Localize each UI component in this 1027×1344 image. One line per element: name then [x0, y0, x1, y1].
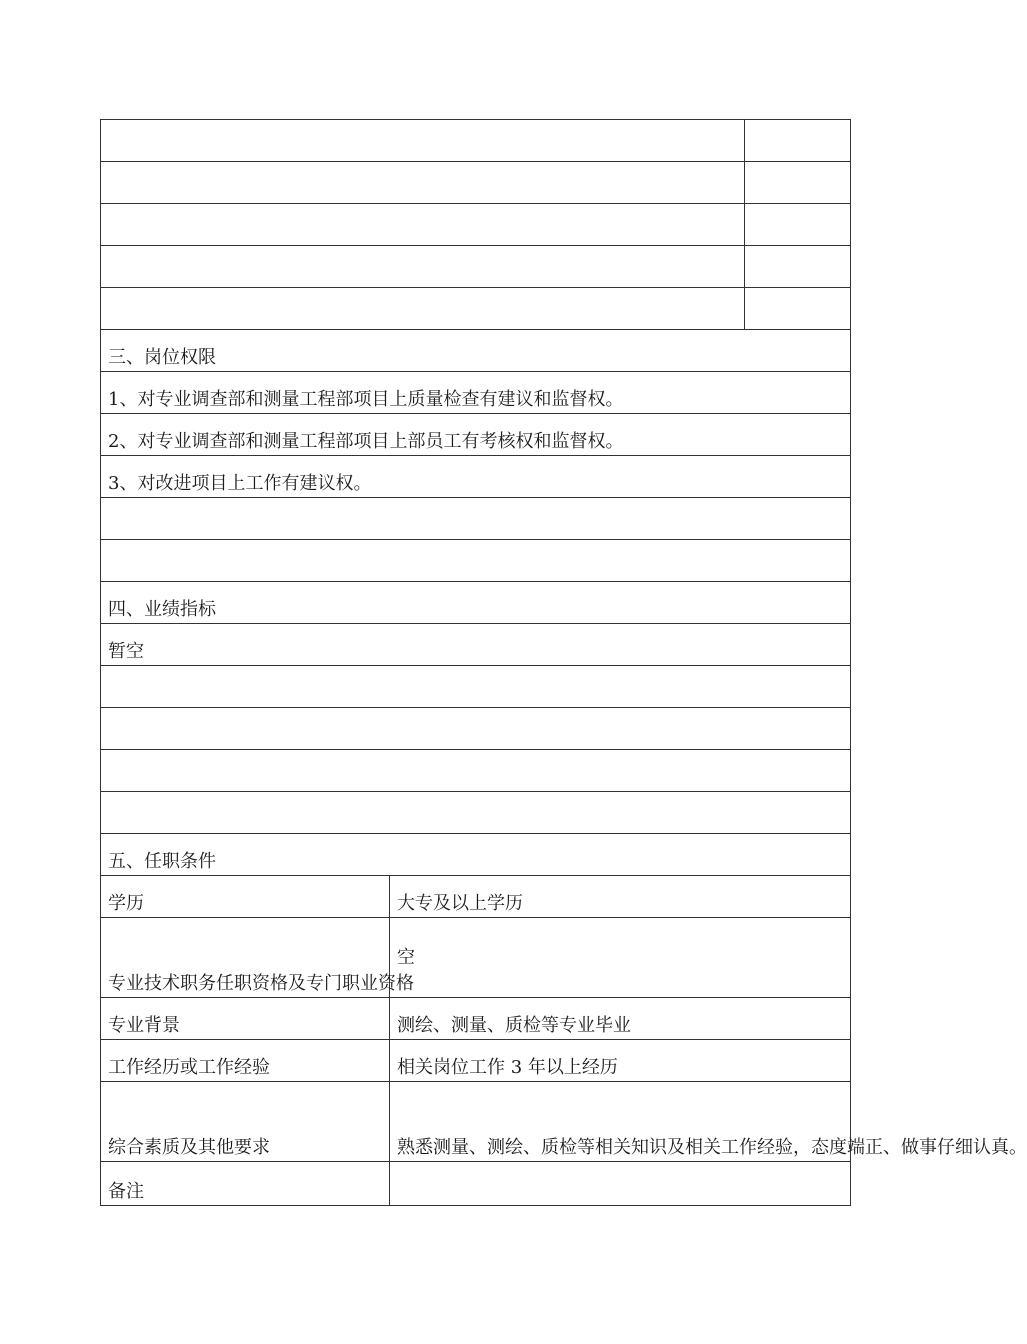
blank-row	[101, 288, 851, 330]
authority-item: 3、对改进项目上工作有建议权。	[101, 456, 851, 498]
authority-item: 2、对专业调查部和测量工程部项目上部员工有考核权和监督权。	[101, 414, 851, 456]
requirement-value-remark	[390, 1162, 851, 1206]
kpi-content: 暂空	[101, 624, 851, 666]
requirement-value-background: 测绘、测量、质检等专业毕业	[390, 998, 851, 1040]
section-heading-kpi: 四、业绩指标	[101, 582, 851, 624]
requirement-label-remark: 备注	[101, 1162, 390, 1206]
requirement-label-experience: 工作经历或工作经验	[101, 1040, 390, 1082]
blank-row	[101, 792, 851, 834]
job-description-table	[100, 119, 1027, 1206]
requirement-label-background: 专业背景	[101, 998, 390, 1040]
blank-row	[101, 498, 851, 540]
authority-item: 1、对专业调查部和测量工程部项目上质量检查有建议和监督权。	[101, 372, 851, 414]
blank-row	[101, 246, 851, 288]
blank-row	[101, 708, 851, 750]
section-heading-requirements: 五、任职条件	[101, 834, 851, 876]
blank-row	[101, 204, 851, 246]
blank-row	[101, 540, 851, 582]
requirement-label-qualification: 专业技术职务任职资格及专门职业资格	[101, 918, 390, 998]
requirement-value-other: 熟悉测量、测绘、质检等相关知识及相关工作经验，态度端正、做事仔细认真。	[390, 1082, 851, 1162]
requirement-value-experience: 相关岗位工作 3 年以上经历	[390, 1040, 851, 1082]
blank-row	[101, 750, 851, 792]
blank-row	[101, 666, 851, 708]
requirement-value-education: 大专及以上学历	[390, 876, 851, 918]
blank-row	[101, 120, 851, 162]
requirement-value-qualification: 空	[390, 918, 851, 998]
blank-row	[101, 162, 851, 204]
requirement-label-other: 综合素质及其他要求	[101, 1082, 390, 1162]
section-heading-authority: 三、岗位权限	[101, 330, 851, 372]
requirement-label-education: 学历	[101, 876, 390, 918]
